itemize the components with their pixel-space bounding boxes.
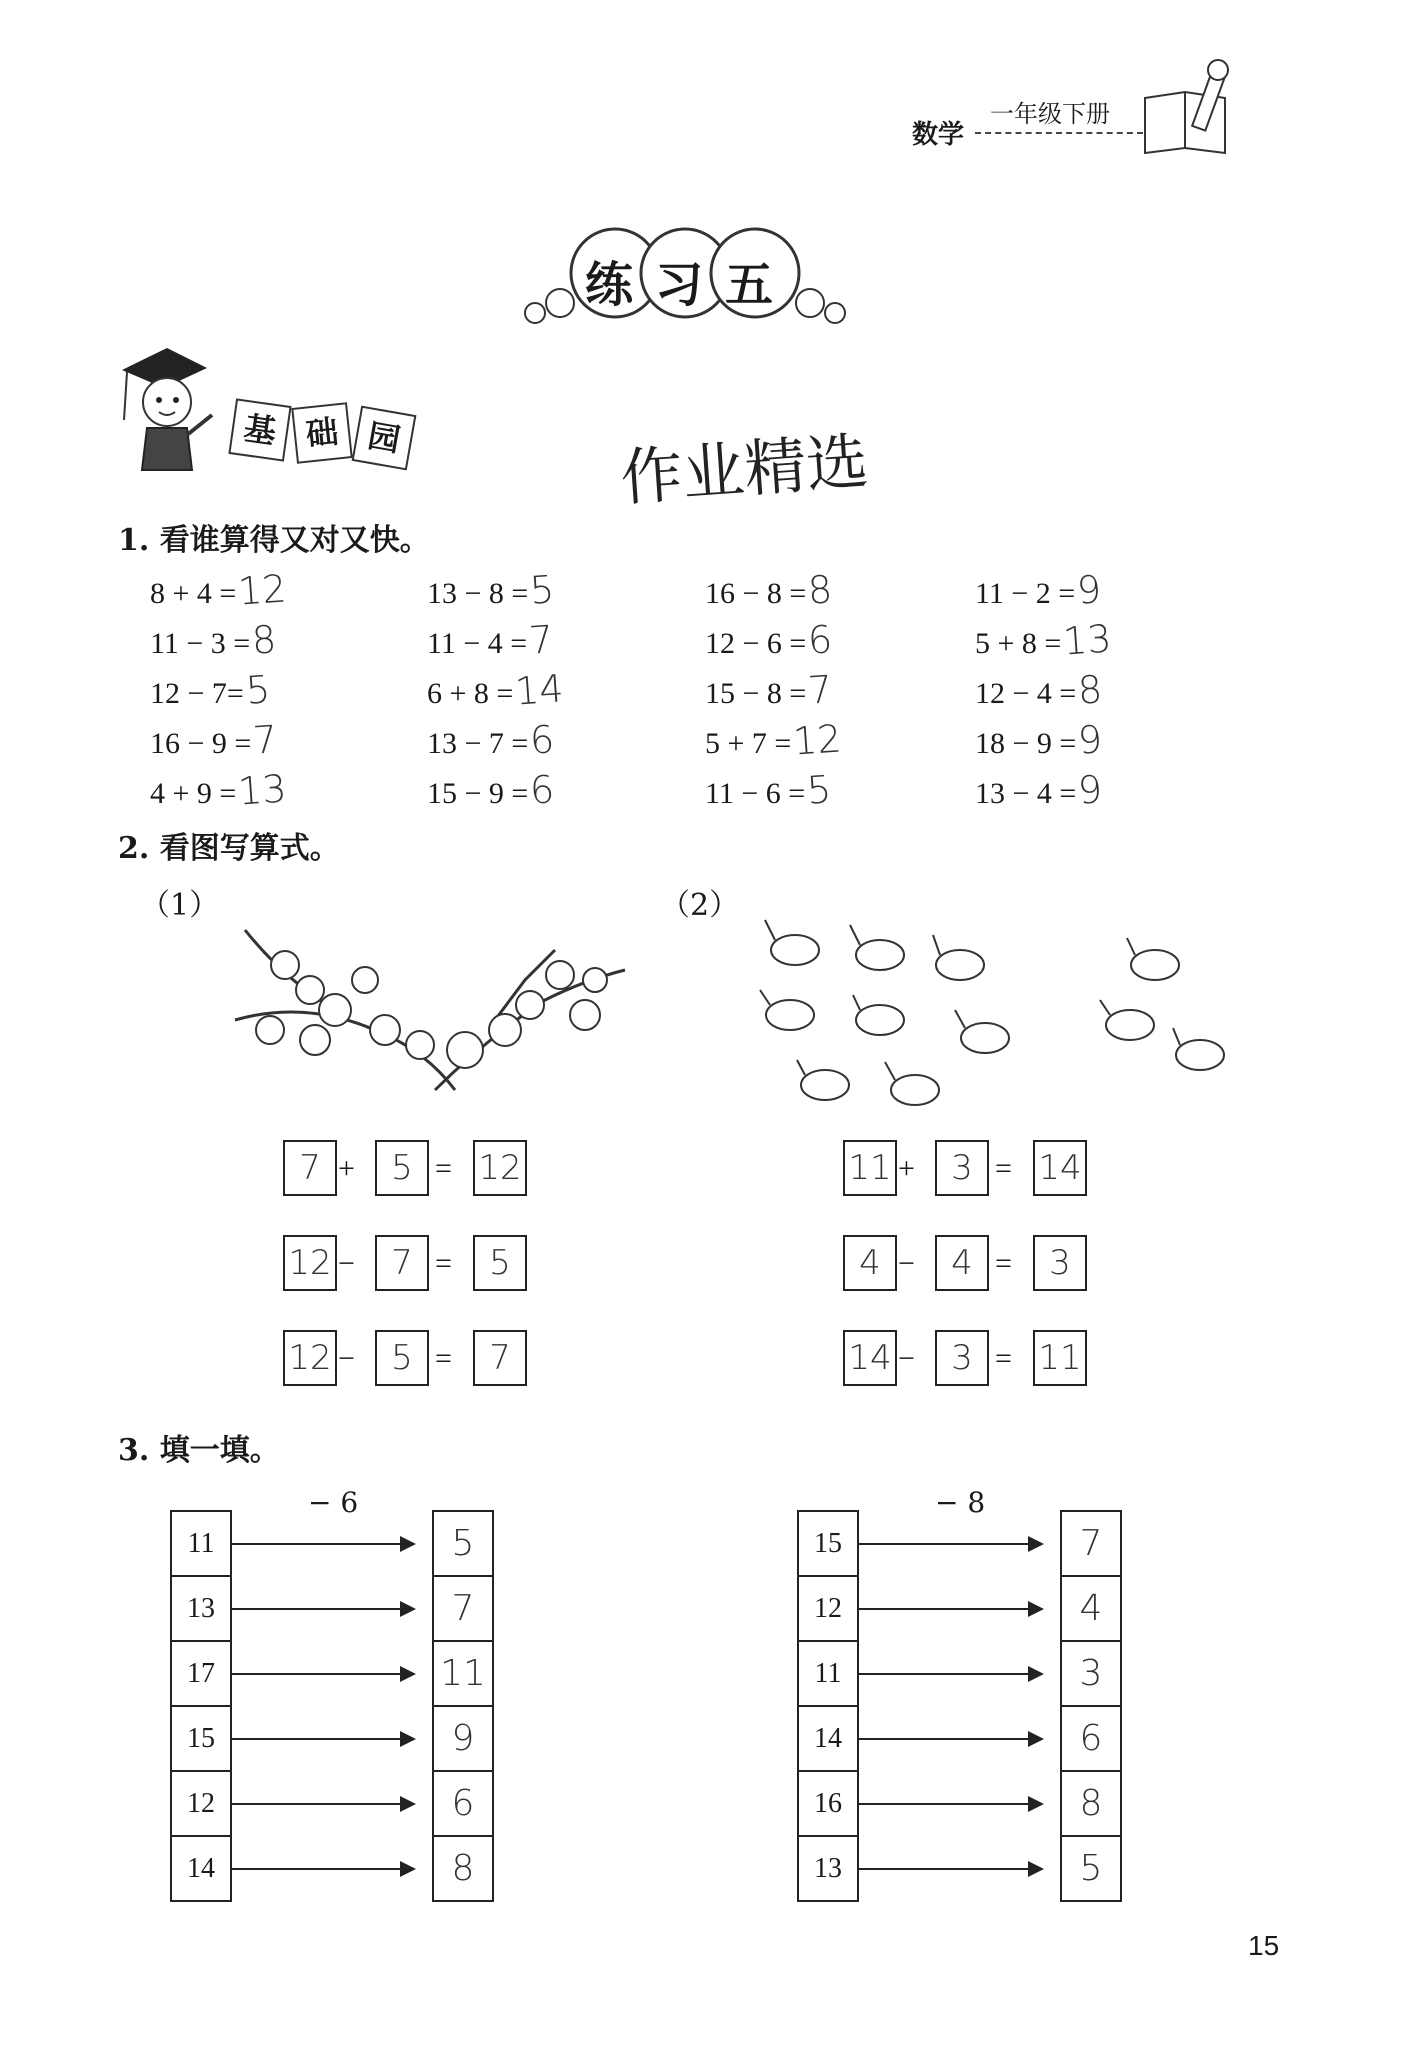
q3-output-column xyxy=(432,1510,494,1902)
q2-equals-sign: = xyxy=(995,1247,1012,1280)
q3-output-cell[interactable]: 3 xyxy=(1062,1642,1120,1707)
q1-answer-input[interactable]: 12 xyxy=(236,566,289,614)
q3-output-cell[interactable]: 5 xyxy=(1079,1848,1103,1889)
q3-label: 3. 填一填。 xyxy=(118,1433,280,1468)
q1-answer-input[interactable]: 9 xyxy=(1076,767,1105,813)
header-subject: 数学 xyxy=(912,120,965,150)
q3-arrow xyxy=(859,1608,1042,1610)
q1-answer-input[interactable]: 7 xyxy=(251,717,280,763)
q1-equation xyxy=(150,668,270,712)
notebook-pencil-icon xyxy=(1140,58,1235,158)
q2-operator: + xyxy=(338,1152,355,1185)
q3-arrow xyxy=(859,1738,1042,1740)
q3-output-cell[interactable]: 11 xyxy=(434,1642,492,1707)
q1-expression: 13 − 8 = xyxy=(427,577,529,610)
q1-expression: 13 − 4 = xyxy=(975,777,1077,810)
q2-answer-box[interactable]: 14 xyxy=(843,1330,897,1386)
q1-expression: 15 − 8 = xyxy=(705,677,807,710)
q1-answer-input[interactable]: 8 xyxy=(250,617,278,663)
q1-expression: 6 + 8 = xyxy=(427,677,514,710)
q2-equals-sign: = xyxy=(435,1152,452,1185)
q1-expression: 11 − 4 = xyxy=(427,627,528,660)
q1-expression: 16 − 8 = xyxy=(705,577,807,610)
badge-char: 础 xyxy=(304,412,340,454)
q1-equation xyxy=(427,568,555,612)
q1-answer-input[interactable]: 5 xyxy=(805,767,833,813)
q1-answer-input[interactable]: 5 xyxy=(244,667,272,713)
plum-blossom-illustration xyxy=(225,920,645,1100)
q1-answer-input[interactable]: 13 xyxy=(236,766,289,814)
q3-arrow xyxy=(859,1868,1042,1870)
badge-tile xyxy=(228,398,291,461)
header-grade: 一年级下册 xyxy=(990,100,1110,128)
q3-arrow xyxy=(232,1803,414,1805)
q1-answer-input[interactable]: 6 xyxy=(806,617,835,663)
q3-arrow xyxy=(232,1673,414,1675)
q3-input-cell: 12 xyxy=(799,1577,857,1642)
q1-answer-input[interactable]: 9 xyxy=(1076,717,1105,763)
q2-equals-sign: = xyxy=(435,1342,452,1375)
badge-char: 园 xyxy=(364,416,404,460)
q1-equation xyxy=(705,768,831,812)
q1-answer-input[interactable]: 8 xyxy=(806,567,835,613)
q1-equation xyxy=(150,768,287,812)
q2-operator: − xyxy=(898,1342,915,1375)
q1-equation xyxy=(975,768,1103,812)
q2-part1-label: （1） xyxy=(140,888,220,923)
q3-input-cell: 13 xyxy=(172,1577,230,1642)
q2-answer-box[interactable]: 3 xyxy=(935,1330,989,1386)
q3-arrow xyxy=(232,1543,414,1545)
q1-equation xyxy=(705,568,833,612)
q2-answer-box[interactable]: 3 xyxy=(1033,1235,1087,1291)
q3-output-cell[interactable]: 8 xyxy=(451,1848,475,1889)
q1-equation xyxy=(150,718,278,762)
q3-input-cell: 17 xyxy=(172,1642,230,1707)
q1-expression: 11 − 6 = xyxy=(705,777,806,810)
q2-answer-box[interactable]: 4 xyxy=(935,1235,989,1291)
q1-answer-input[interactable]: 7 xyxy=(527,617,555,663)
q1-expression: 8 + 4 = xyxy=(150,577,237,610)
q3-input-cell: 11 xyxy=(799,1642,857,1707)
q3-right-op: − 8 xyxy=(935,1486,986,1519)
q2-answer-box[interactable]: 12 xyxy=(283,1330,337,1386)
q3-input-cell: 13 xyxy=(814,1853,842,1884)
q3-output-cell[interactable]: 6 xyxy=(1062,1707,1120,1772)
q2-operator: − xyxy=(338,1342,355,1375)
q3-input-column xyxy=(797,1510,859,1902)
q1-expression: 5 + 7 = xyxy=(705,727,792,760)
q2-operator: − xyxy=(338,1247,355,1280)
q2-equals-sign: = xyxy=(435,1247,452,1280)
q3-output-column xyxy=(1060,1510,1122,1902)
q3-output-cell[interactable]: 4 xyxy=(1062,1577,1120,1642)
q2-label: 2. 看图写算式。 xyxy=(118,831,340,866)
q3-input-cell: 15 xyxy=(799,1512,857,1577)
q2-equals-sign: = xyxy=(995,1152,1012,1185)
q2-answer-box[interactable]: 11 xyxy=(843,1140,897,1196)
q1-expression: 16 − 9 = xyxy=(150,727,252,760)
q2-answer-box[interactable]: 5 xyxy=(375,1330,429,1386)
q1-expression: 15 − 9 = xyxy=(427,777,529,810)
title-char: 五 xyxy=(725,257,774,313)
q3-input-cell: 14 xyxy=(187,1853,215,1884)
q3-output-cell[interactable]: 9 xyxy=(434,1707,492,1772)
header-dashed-line xyxy=(975,132,1143,134)
q1-equation xyxy=(705,668,833,712)
q2-equals-sign: = xyxy=(995,1342,1012,1375)
q2-operator: + xyxy=(898,1152,915,1185)
q3-arrow xyxy=(232,1738,414,1740)
q2-answer-box[interactable]: 3 xyxy=(935,1140,989,1196)
q1-equation xyxy=(427,718,555,762)
q1-expression: 5 + 8 = xyxy=(975,627,1062,660)
q1-equation xyxy=(975,668,1103,712)
q3-arrow xyxy=(859,1673,1042,1675)
q1-expression: 12 − 4 = xyxy=(975,677,1077,710)
q1-equation xyxy=(150,618,276,662)
handwritten-stamp: 作业精选 xyxy=(618,424,871,515)
badge-char: 基 xyxy=(241,408,279,452)
q1-answer-input[interactable]: 12 xyxy=(791,716,844,764)
q1-equation xyxy=(427,768,555,812)
q1-answer-input[interactable]: 8 xyxy=(1076,667,1105,713)
q1-equation xyxy=(705,718,842,762)
q2-answer-box[interactable]: 11 xyxy=(1033,1330,1087,1386)
q1-equation xyxy=(975,718,1103,762)
q1-expression: 11 − 2 = xyxy=(975,577,1076,610)
q1-answer-input[interactable]: 13 xyxy=(1061,616,1114,664)
q1-equation xyxy=(975,618,1112,662)
title-char: 习 xyxy=(655,257,704,313)
q1-answer-input[interactable]: 5 xyxy=(528,567,557,613)
q2-answer-box[interactable]: 14 xyxy=(1033,1140,1087,1196)
q3-output-cell[interactable]: 5 xyxy=(434,1512,492,1577)
q3-input-column xyxy=(170,1510,232,1902)
q1-equation xyxy=(427,668,564,712)
q1-answer-input[interactable]: 14 xyxy=(513,666,566,714)
q3-input-cell: 14 xyxy=(799,1707,857,1772)
q3-output-cell[interactable]: 7 xyxy=(1062,1512,1120,1577)
graduate-mascot-icon xyxy=(112,340,232,480)
q1-equation xyxy=(427,618,553,662)
badge-tile xyxy=(352,406,417,471)
q1-expression: 12 − 6 = xyxy=(705,627,807,660)
q1-expression: 12 − 7= xyxy=(150,677,244,710)
q1-answer-input[interactable]: 7 xyxy=(806,667,835,713)
q2-answer-box[interactable]: 5 xyxy=(375,1140,429,1196)
q3-input-cell: 11 xyxy=(172,1512,230,1577)
q2-answer-box[interactable]: 5 xyxy=(473,1235,527,1291)
q2-answer-box[interactable]: 7 xyxy=(473,1330,527,1386)
q1-equation xyxy=(975,568,1101,612)
q2-part2-label: （2） xyxy=(660,888,740,923)
q3-left-op: − 6 xyxy=(308,1486,359,1519)
q3-input-cell: 12 xyxy=(172,1772,230,1837)
q1-expression: 18 − 9 = xyxy=(975,727,1077,760)
page-number: 15 xyxy=(1248,1930,1280,1961)
q1-answer-input[interactable]: 9 xyxy=(1075,567,1103,613)
q3-arrow xyxy=(859,1543,1042,1545)
crabs-illustration xyxy=(755,910,1255,1120)
q3-output-cell[interactable]: 6 xyxy=(434,1772,492,1837)
q1-equation xyxy=(705,618,833,662)
q3-arrow xyxy=(232,1608,414,1610)
q1-expression: 4 + 9 = xyxy=(150,777,237,810)
q1-expression: 13 − 7 = xyxy=(427,727,529,760)
q2-answer-box[interactable]: 4 xyxy=(843,1235,897,1291)
q2-answer-box[interactable]: 7 xyxy=(283,1140,337,1196)
q2-answer-box[interactable]: 12 xyxy=(473,1140,527,1196)
q2-operator: − xyxy=(898,1247,915,1280)
q1-answer-input[interactable]: 6 xyxy=(528,767,557,813)
q3-output-cell[interactable]: 7 xyxy=(434,1577,492,1642)
q3-input-cell: 15 xyxy=(172,1707,230,1772)
q1-label: 1. 看谁算得又对又快。 xyxy=(118,523,430,558)
q3-output-cell[interactable]: 8 xyxy=(1062,1772,1120,1837)
badge-tile xyxy=(291,402,353,464)
q1-equation xyxy=(150,568,287,612)
q1-answer-input[interactable]: 6 xyxy=(528,717,557,763)
q3-input-cell: 16 xyxy=(799,1772,857,1837)
q2-answer-box[interactable]: 12 xyxy=(283,1235,337,1291)
q3-arrow xyxy=(232,1868,414,1870)
title-char: 练 xyxy=(585,257,634,313)
q2-answer-box[interactable]: 7 xyxy=(375,1235,429,1291)
q1-expression: 11 − 3 = xyxy=(150,627,251,660)
q3-arrow xyxy=(859,1803,1042,1805)
